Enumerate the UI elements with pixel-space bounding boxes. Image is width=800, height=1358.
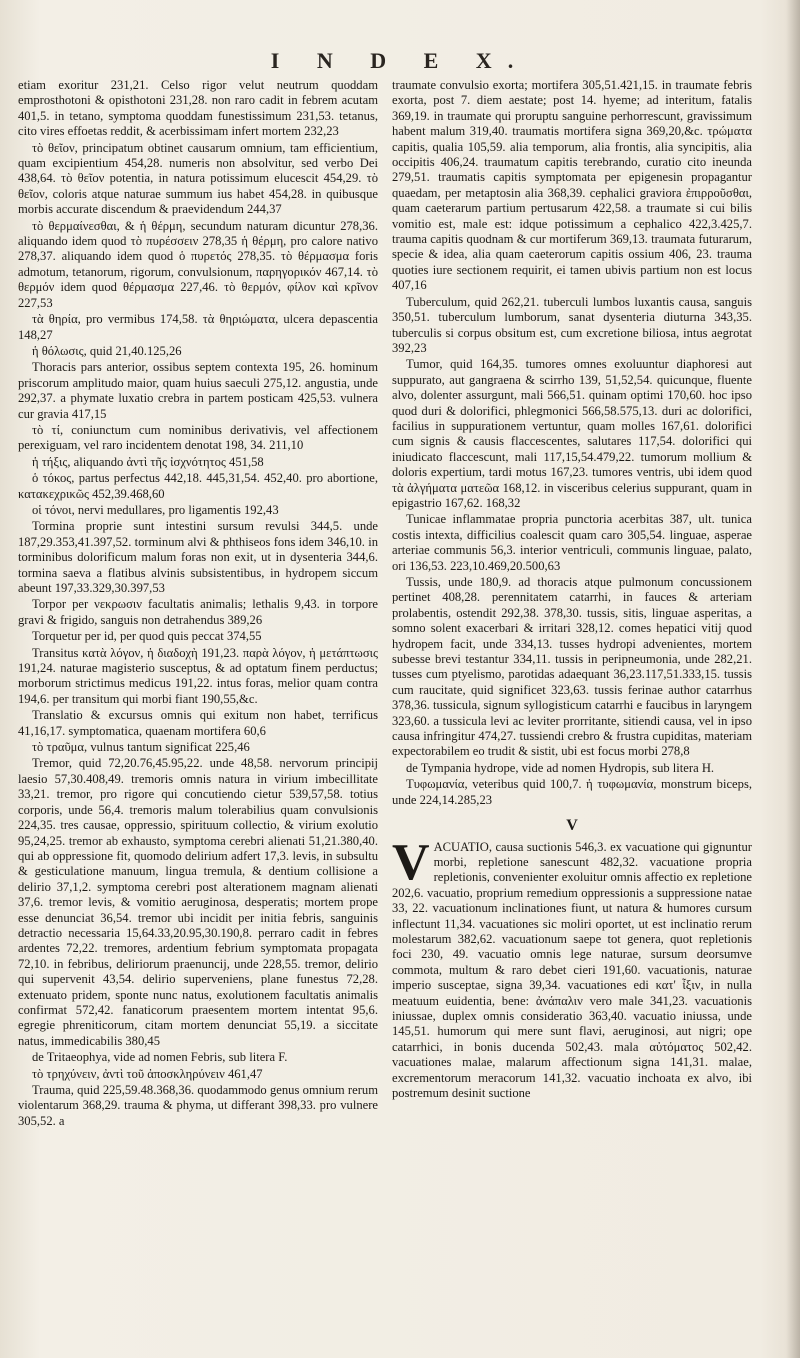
index-entry: τὸ τί, coniunctum cum nominibus derivativis, vel affectionem perexiguam, vel raro incidentem denotat 198, 34. 211,10 <box>18 422 378 453</box>
index-entry: τὸ θερμαίνεσθαι, & ἡ θέρμη, secundum naturam dicuntur 278,36. aliquando idem quod τὸ πυρέσσειν 278,35 ἡ θέρμη, pro calore nativo 278,37. aliquando idem quod ὁ πυρετός 278,35. τὸ θέρμασμα foris admotum, tetanorum, rigorum, convulsionum, παρηγορικόν 467,14. τὸ θερμόν idem quod θέρμασμα 227,46. τὸ θερμόν, φίλον καὶ κρῖνον 227,53 <box>18 218 378 310</box>
v-entry <box>392 833 752 1102</box>
index-entry: Tunicae inflammatae propria punctoria acerbitas 387, ult. tunica costis intexta, difficilius coalescit quam caro 305,54. linguae, asperae arteriae communis 56,3. interior ventriculi, communis linguae, palato, ori 136,53. 223,10.469,20.500,63 <box>392 512 752 573</box>
index-entry: τὰ θηρία, pro vermibus 174,58. τὰ θηριώματα, ulcera depascentia 148,27 <box>18 312 378 342</box>
index-entry: Torpor per νεκρωσιν facultatis animalis; lethalis 9,43. in torpore gravi & frigido, sanguis non detrahendus 389,26 <box>18 597 378 627</box>
index-entry: Tuberculum, quid 262,21. tuberculi lumbos luxantis causa, sanguis 350,51. tuberculum lumborum, sanat dysenteria diuturna 343,35. tuberculis si corpus obsitum est, cum excretione biliosa, intus aegrotat 392,23 <box>392 294 752 355</box>
index-entry: ἡ τήξις, aliquando ἀντὶ τῆς ἰσχνότητος 451,58 <box>32 454 264 469</box>
index-entry: ἡ θόλωσις, quid 21,40.125,26 <box>32 343 182 358</box>
index-entry: ὁ τόκος, partus perfectus 442,18. 445,31,54. 452,40. pro abortione, κατακεχρικῶς 452,39.468,60 <box>18 471 378 501</box>
index-entry: traumate convulsio exorta; mortifera 305,51.421,15. in traumate febris exorta, post 7. diem aestate; post 14. hyeme; ad interitum, fatalis 369,19. in traumate qui proruptu sanguine perhorrescunt, gravissimum habent malum 319,40. traumatis mortifera signa 369,20,&c. τρώματα capitis, qualia 105,59. alia temporum, alia frontis, alia syncipitis, alia occipitis 406,24. traumatum capitis terebrando, curatio cito ineunda 279,51. traumatis capitis symptomata per epigenesin propagantur quaedam, per metaptosin alia 368,39. cephalici graviora ἐπιρροῦσθαι, quam caeterarum partium pertusarum 422,58. a traumate si cui bilis vomitio est, male est: idque potissimum a cephalico 422,3.425,7. trauma capitis quodnam & cur mortiferum 369,13. traumata futurarum, specie & idea, alia quam caeterorum capitis ossium 406, 23. trauma quoties iure sectionem requirit, ei tamen ubivis partium non est locus 407,16 <box>392 78 752 293</box>
index-entry: Tormina proprie sunt intestini sursum revulsi 344,5. unde 187,29.353,41.397,52. torminum alvi & phthiseos fons idem 346,10. in torminibus dolorificum malum foras non exit, ut in dysenteria 344,6. tormina saeva a flatibus alvinis subsistentibus, in hydropem siccum abeunt 197,33.329,30.397,53 <box>18 519 378 595</box>
running-head: I N D E X. <box>270 48 530 73</box>
index-entry: Thoracis pars anterior, ossibus septem contexta 195, 26. hominum priscorum amplitudo maior, quam huius saeculi 275,12. angustia, unde 292,37. a phymate luxatio crebra in partem posticam 425,53. vulnera cur gravia 417,15 <box>18 360 378 421</box>
index-entry: τὸ τραῦμα, vulnus tantum significat 225,46 <box>32 740 250 755</box>
index-entry: de Tritaeophya, vide ad nomen Febris, sub litera F. <box>32 1050 288 1065</box>
index-entry: Tremor, quid 72,20.76,45.95,22. unde 48,58. nervorum principij laesio 57,30.408,49. tremoris omnis natura in virium imbecillitate 33,21. tremor, pro rigore qui concutiendo cietur 539,57,58. totius corporis, unde 56,4. tremoris malum tolerabilius quam convulsionis 224,35. tres causae, oppressio, spirituum collectio, & virium exolutio 95,24,25. tremor ab exhausto, symptoma cerebri alienati 51,21.380,40. qui ab oppressione fit, quomodo delirium adfert 17,3. levis, in subsultu & gesticulatione manuum, lingua tremula, & dentium collisione a delirio 37,1,2. symptoma cerebri post alterationem magnam alienati 37,6. tremor levis, & vomitio aeruginosa, desperatis; mortem prope esse denunciat 36,54. tremor ubi incidit per initia febris, sanguinis detractio necessaria 15,64.33,20.95,30.190,8. perraro cadit in febres ardentes 72,22. tremores, ardentium febrium symptomata propagata 72,10. in febribus, deliriorum praenuncij, unde 228,55. tremor, delirio qui supervenit 43,54. delirio superveniens, plane funestus 72,28. extenuato pridem, sponte nunc natus, exolutionem facultatis animalis confirmat 572,42. fanaticorum praesentem mortem intentat 95,6. egregie phreniticorum, citam mortem denunciat 55,19. a siccitate natus, immedicabilis 380,45 <box>18 756 378 1048</box>
index-entry: Tussis, unde 180,9. ad thoracis atque pulmonum concussionem pertinet 408,28. perennitatem catarrhi, in fauces & arteriam prolabentis, ostendit 292,38. 378,30. tussis, sitis, linguae asperitas, a somno solent exacerbari & irritari 328,12. comes hepatici vitij quod hydropem facit, unde 334,13. tusses hydropi advenientes, mortem subesse brevi testantur 334,11. tussis in peripneumonia, unde 282,21. tusses cum ptyelismo, parotidas adaequant 36,23.117,51.333,15. tussis cum raucitate, quid significet 323,63. tussis ferinae author catarrhus 378,36. tussicula, signum syllogisticum catarrhi e faucibus in laryngem 323,60. a tussicula levi ac leviter prorritante, sitiendi causa, vel in ipso causa infringitur 474,27. tussiendi crebro & frustra cupiditas, materiam expectorabilem eo trudit & sistit, ubi est focus morbi 278,8 <box>392 575 752 759</box>
index-entry: de Tympania hydrope, vide ad nomen Hydropis, sub litera H. <box>406 760 715 775</box>
index-entry: τὸ θεῖον, principatum obtinet causarum omnium, tam efficientium, quam excipientium 454,28. numeris non absolvitur, sed verbo Dei 438,64. τὸ θεῖον potentia, in natura potissimum elucescit 454,29. τὸ θεῖον, coloris atque naturae summum ius habet 454,28. in quibusque morbis accurate discendum & praevidendum 244,37 <box>18 140 378 217</box>
index-entry: Trauma, quid 225,59.48.368,36. quodammodo genus omnium rerum violentarum 368,29. trauma & phyma, ut differant 398,33. pro vulnere 305,52. a <box>18 1083 378 1128</box>
index-entry: τὸ τρηχύνειν, ἀντὶ τοῦ ἀποσκληρύνειν 461,47 <box>32 1066 263 1081</box>
index-entry: Τυφωμανία, veteribus quid 100,7. ἡ τυφωμανία, monstrum biceps, unde 224,14.285,23 <box>392 777 752 807</box>
drop-cap: V <box>392 833 430 891</box>
index-entry: etiam exoritur 231,21. Celso rigor velut neutrum quoddam emprosthotoni & opisthotoni 231,28. non raro cadit in febrem acutam 401,5. in tetano, symptoma quoddam funestissimum 231,53. tetanus, cito vires effoetas reddit, & acerbissimam infert mortem 232,23 <box>18 78 378 139</box>
index-entry: οἱ τόνοι, nervi medullares, pro ligamentis 192,43 <box>32 502 279 517</box>
index-entry: Tumor, quid 164,35. tumores omnes exoluuntur diaphoresi aut suppurato, aut gangraena & scirrho 139, 51,52,54. quicunque, fluente alvo, dolenter assurgunt, mali 566,51. quinam optimi 170,60. hoc ipso quod duri & dolorifici, phlegmonici 566,58.575,13. duri ac dolorifici, facilius in suppurationem vertuntur, quam molles 167,61. dolorifici cum signis & causis flaccescentes, salutares 117,54. dolorifici qui iniudicato flaccescunt, mali 117,15,54.479,22. tumorum mollium & doloris expertium, tardi motus 167,23. tumores ventris, ubi idem quod τὰ ἀλγήματα ματεῶα 168,12. in visceribus celerius suppurant, quam in epigastrio 167,62. 168,32 <box>392 357 752 510</box>
page-edge-shadow <box>786 0 800 1358</box>
section-letter: V <box>566 817 578 835</box>
index-entry: Translatio & excursus omnis qui exitum non habet, terrificus 41,16,17. symptomatica, quaenam mortifera 60,6 <box>18 708 378 738</box>
right-column <box>392 78 752 1102</box>
v-entry-text: ACUATIO, causa suctionis 546,3. ex vacuatione qui gignuntur morbi, repletione sanescunt 482,32. vacuatione propria repletionis, convenienter exoluitur omnis affectio ex repletione 202,6. vacuatio, proprium remedium oppressionis a suppressione natae 33, 22. vacuationum inclinationes fiunt, ut natura & humores cursum inflectunt 11,34. vacuationes sic moliri oportet, ut est inclinatio rerum molestarum 382,62. vacuationum saepe tot genera, quot repletionis foci 230, 49. vacuatio omnis lege naturae, sursum deorsumve commota, multum & raro debet cieri 191,60. vacuationis, naturae imperio susceptae, signa 39,34. vacuationes edi κατ' ἶξιν, in nulla meatuum euidentia, bene: ἀνάπαλιν vero male 341,23. vacuationis iniussae, duplex omnis consideratio 363,40. vacuatio iniussa, unde 145,51. humorum qui mere sunt flavi, aeruginosi, aut nigri; ope catarrhici, in bonis ducenda 502,43. mala αὐτόματος 502,42. vacuationes malae, malarum affectionum signa 141,31. malae, excrementorum meracorum 141,32. vacuatio inchoata ex alvo, ibi postremum desinit suctione <box>392 839 752 1100</box>
index-entry: Transitus κατὰ λόγον, ἡ διαδοχὴ 191,23. παρὰ λόγον, ἡ μετάπτωσις 191,24. naturae magisterio susceptus, & ad optatum finem perductus; morborum strictimus medicus 191,22. intus foras, melior quam contra 194,6. per transitum qui morbi fiant 190,55,&c. <box>18 645 378 706</box>
index-entry: Torquetur per id, per quod quis peccat 374,55 <box>32 629 262 644</box>
left-column <box>18 78 378 1130</box>
